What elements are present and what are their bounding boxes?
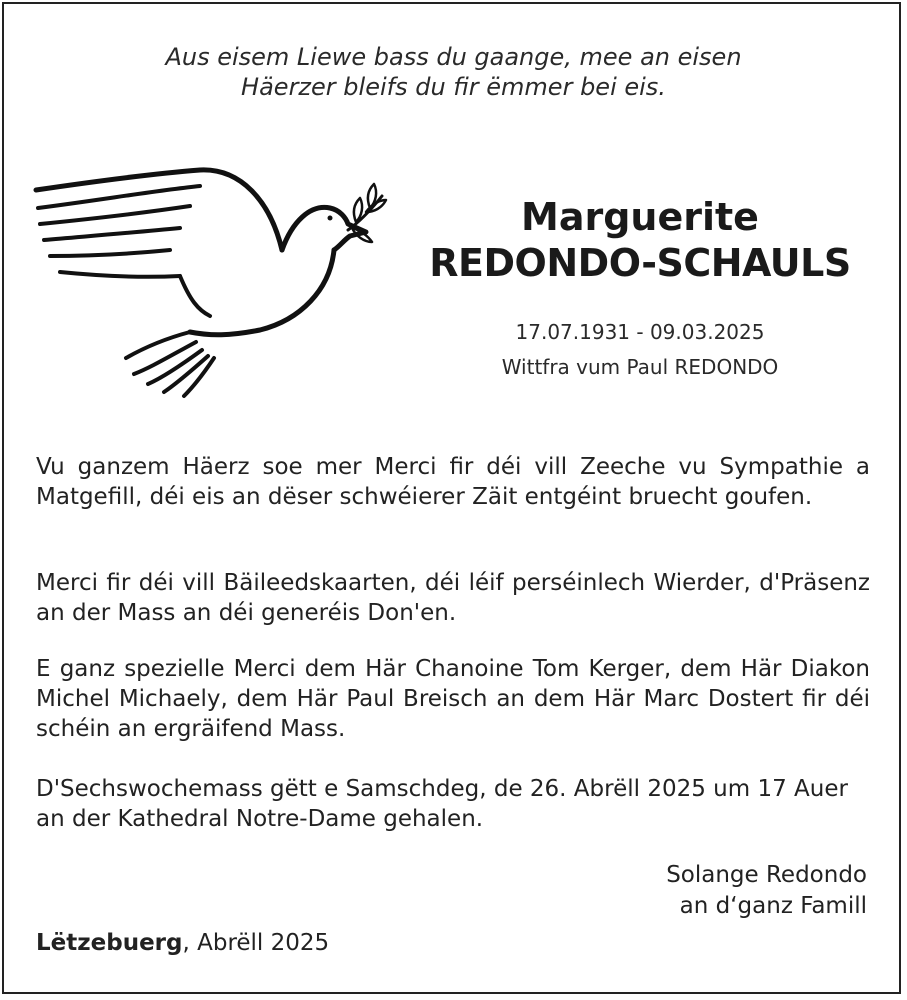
- motto: [0, 42, 907, 102]
- signature-line-2: an d‘ganz Famill: [679, 893, 867, 919]
- deceased-first-name: Marguerite: [521, 195, 759, 239]
- place-date-text: , Abrëll 2025: [182, 930, 330, 956]
- dove-icon: [30, 160, 390, 400]
- widow-of: Wittfra vum Paul REDONDO: [501, 355, 779, 379]
- life-dates: 17.07.1931 - 09.03.2025: [515, 320, 765, 344]
- paragraph-1: Vu ganzem Häerz soe mer Merci fir déi vill Zeeche vu Sympathie a Matgefill, déi eis an dëser schwéierer Zäit entgéint bruecht goufen.: [36, 454, 870, 510]
- place-name: Lëtzebuerg: [36, 930, 183, 956]
- paragraph-3: E ganz spezielle Merci dem Här Chanoine Tom Kerger, dem Här Diakon Michel Michaely, dem Här Paul Breisch an dem Här Marc Dostert fir déi schéin an ergräifend Mass.: [36, 656, 870, 742]
- paragraph-4: D'Sechswochemass gëtt e Samschdeg, de 26. Abrëll 2025 um 17 Auer an der Kathedral Notre-Dame gehalen.: [36, 776, 848, 832]
- deceased-last-name: REDONDO-SCHAULS: [429, 241, 851, 285]
- paragraph-2: Merci fir déi vill Bäileedskaarten, déi léif perséinlech Wierder, d'Präsenz an der Mass an déi generéis Don'en.: [36, 570, 870, 626]
- place-date: [36, 928, 329, 958]
- motto-line-1: Aus eisem Liewe bass du gaange, mee an eisen: [165, 43, 742, 71]
- signature-line-1: Solange Redondo: [666, 862, 867, 888]
- motto-line-2: Häerzer bleifs du fir ëmmer bei eis.: [241, 73, 666, 101]
